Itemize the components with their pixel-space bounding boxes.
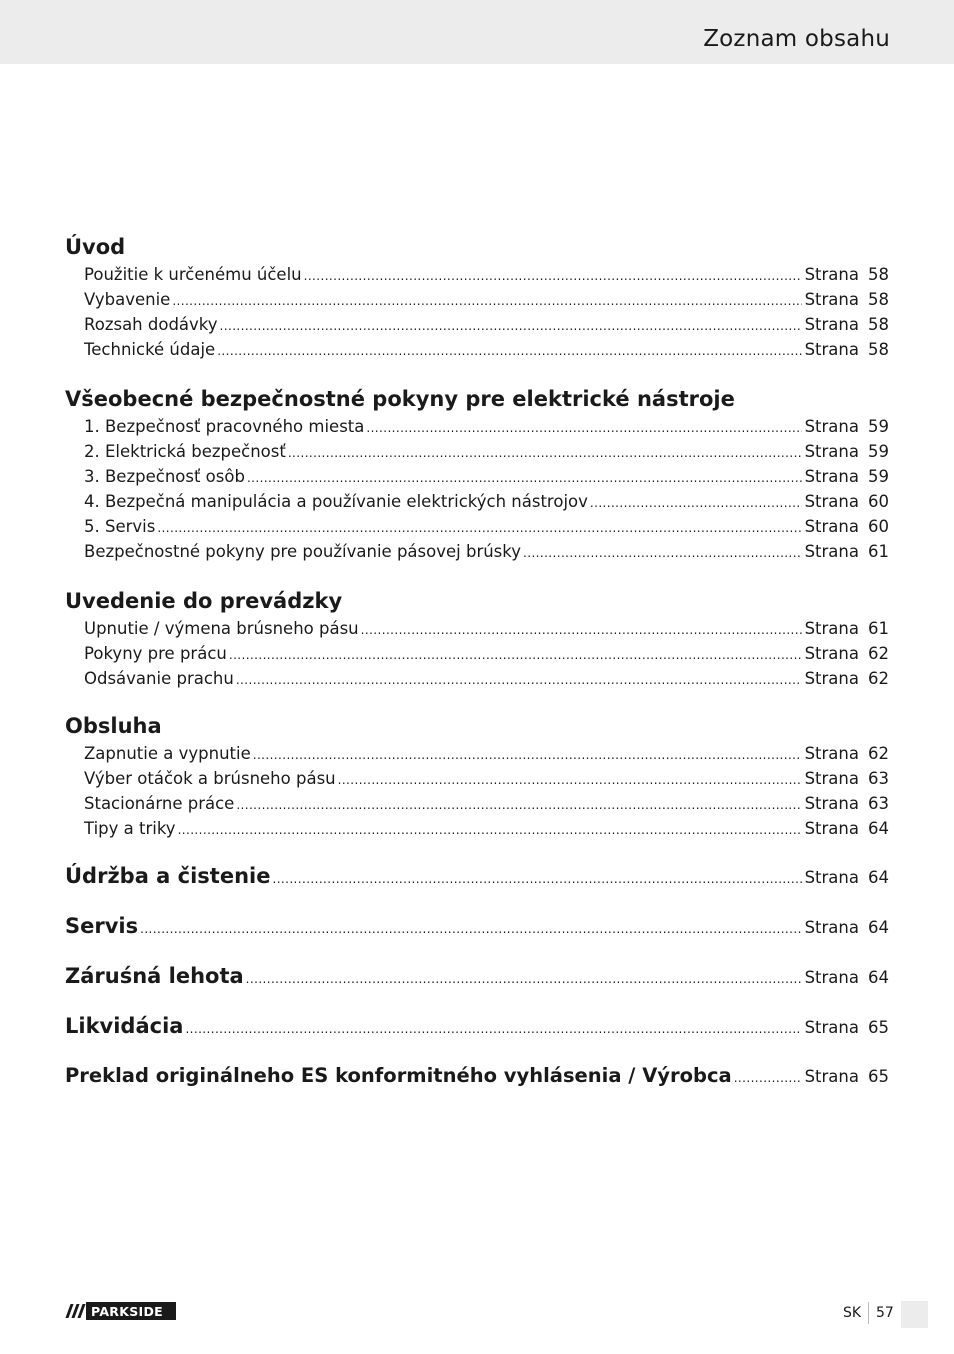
toc-entry-label: Rozsah dodávky: [84, 315, 218, 334]
toc-entry-strana: Strana: [804, 492, 859, 511]
logo-stripes-icon: [64, 1302, 86, 1320]
toc-entry-strana: Strana: [804, 918, 859, 937]
toc-entry[interactable]: [65, 816, 889, 841]
toc-entry-label: Stacionárne práce: [84, 794, 235, 813]
toc-entry-strana: Strana: [804, 265, 859, 284]
footer-divider: [868, 1302, 869, 1324]
leader-dots: [157, 516, 801, 541]
toc-entry-strana: Strana: [804, 517, 859, 536]
leader-dots: [247, 466, 802, 491]
toc-entry-strana: Strana: [804, 669, 859, 688]
toc-entry-strana: Strana: [804, 340, 859, 359]
header-bar: [0, 0, 954, 64]
toc-entry-label: Vybavenie: [84, 290, 171, 309]
toc-entry[interactable]: [65, 766, 889, 791]
leader-dots: [178, 818, 802, 843]
toc-entry-label: Upnutie / výmena brúsneho pásu: [84, 619, 359, 638]
toc-entry[interactable]: [65, 414, 889, 439]
toc-entry-label: Bezpečnostné pokyny pre používanie pásovej brúsky: [84, 542, 522, 561]
toc-entry-strana: Strana: [804, 744, 859, 763]
toc-entry-page: 60: [868, 492, 889, 511]
toc-entry-label: Údržba a čistenie: [65, 864, 271, 888]
toc-entry-strana: Strana: [804, 819, 859, 838]
leader-dots: [246, 964, 802, 994]
toc-entry-strana: Strana: [804, 644, 859, 663]
toc-entry[interactable]: [65, 616, 889, 641]
toc-entry-page: 65: [868, 1018, 889, 1037]
toc-section-title: Úvod: [65, 235, 126, 259]
leader-dots: [140, 914, 801, 944]
toc-section-title: Všeobecné bezpečnostné pokyny pre elektrické nástroje: [65, 387, 735, 411]
toc-entry-label: Technické údaje: [84, 340, 216, 359]
toc-entry-label: 5. Servis: [84, 517, 156, 536]
toc-entry-page: 63: [868, 794, 889, 813]
toc-entry-label: Preklad originálneho ES konformitného vyhlásenia / Výrobca: [65, 1064, 732, 1087]
toc-entry-strana: Strana: [804, 467, 859, 486]
toc-entry-page: 58: [868, 265, 889, 284]
leader-dots: [253, 743, 802, 768]
toc-entry-label: Zapnutie a vypnutie: [84, 744, 251, 763]
toc-section-uvedenie: [65, 586, 889, 691]
toc-entry-page: 58: [868, 340, 889, 359]
toc-entry[interactable]: [65, 641, 889, 666]
leader-dots: [272, 864, 801, 894]
toc-entry-strana: Strana: [804, 542, 859, 561]
leader-dots: [304, 264, 802, 289]
toc-entry-strana: Strana: [804, 968, 859, 987]
toc-entry-strana: Strana: [804, 442, 859, 461]
page-number: 57: [876, 1305, 894, 1321]
toc-entry-label: Pokyny pre prácu: [84, 644, 227, 663]
toc-section-bezpecnost: [65, 384, 889, 564]
toc-entry-page: 58: [868, 290, 889, 309]
toc-entry-page: 62: [868, 744, 889, 763]
toc-entry-strana: Strana: [804, 769, 859, 788]
toc-entry-label: Likvidácia: [65, 1014, 184, 1038]
toc-entry[interactable]: [65, 287, 889, 312]
toc-entry-page: 59: [868, 467, 889, 486]
toc-entry-page: 64: [868, 819, 889, 838]
toc-entry-strana: Strana: [804, 794, 859, 813]
toc-entry[interactable]: [65, 514, 889, 539]
toc-entry-label: Výber otáčok a brúsneho pásu: [84, 769, 336, 788]
toc-heading-entry-zaruka[interactable]: [65, 961, 889, 991]
leader-dots: [172, 289, 801, 314]
toc-entry-page: 63: [868, 769, 889, 788]
toc-entry-page: 64: [868, 868, 889, 887]
toc-entry-page: 60: [868, 517, 889, 536]
leader-dots: [734, 1063, 802, 1093]
toc-entry-strana: Strana: [804, 1067, 859, 1086]
leader-dots: [338, 768, 802, 793]
toc-entry[interactable]: [65, 312, 889, 337]
toc-entry[interactable]: [65, 337, 889, 362]
toc-entry-label: 3. Bezpečnosť osôb: [84, 467, 245, 486]
toc-section-uvod: [65, 232, 889, 362]
leader-dots: [366, 416, 801, 441]
toc-entry-label: Použitie k určenému účelu: [84, 265, 302, 284]
toc-entry-page: 64: [868, 918, 889, 937]
toc-entry-label: 4. Bezpečná manipulácia a používanie elektrických nástrojov: [84, 492, 588, 511]
footer-box: [901, 1301, 928, 1328]
toc-heading-entry-servis[interactable]: [65, 911, 889, 941]
toc-entry-page: 58: [868, 315, 889, 334]
toc-entry-page: 64: [868, 968, 889, 987]
toc-entry[interactable]: [65, 489, 889, 514]
toc-entry-page: 62: [868, 669, 889, 688]
toc-entry-strana: Strana: [804, 868, 859, 887]
toc-entry-label: Záruśná lehota: [65, 964, 244, 988]
page-title: Zoznam obsahu: [703, 26, 890, 52]
brand-name: PARKSIDE: [91, 1303, 163, 1319]
toc-heading-entry-likvidacia[interactable]: [65, 1011, 889, 1041]
leader-dots: [236, 793, 801, 818]
toc-entry[interactable]: [65, 439, 889, 464]
toc-entry-page: 61: [868, 619, 889, 638]
toc-entry-strana: Strana: [804, 1018, 859, 1037]
toc-entry-page: 65: [868, 1067, 889, 1086]
toc-entry-page: 62: [868, 644, 889, 663]
toc-heading-entry-udrzba[interactable]: [65, 861, 889, 891]
toc-entry-strana: Strana: [804, 290, 859, 309]
leader-dots: [361, 618, 802, 643]
toc-entry-label: Odsávanie prachu: [84, 669, 234, 688]
toc-entry-label: 1. Bezpečnosť pracovného miesta: [84, 417, 365, 436]
leader-dots: [185, 1014, 801, 1044]
toc-entry[interactable]: [65, 464, 889, 489]
toc-entry-strana: Strana: [804, 619, 859, 638]
toc-entry[interactable]: [65, 741, 889, 766]
parkside-logo: [64, 1302, 176, 1320]
leader-dots: [236, 668, 802, 693]
leader-dots: [288, 441, 802, 466]
toc-entry-page: 59: [868, 442, 889, 461]
leader-dots: [217, 339, 801, 364]
toc-section-title: Uvedenie do prevádzky: [65, 589, 343, 613]
toc-entry-label: 2. Elektrická bezpečnosť: [84, 442, 286, 461]
leader-dots: [590, 491, 802, 516]
toc-entry-page: 59: [868, 417, 889, 436]
leader-dots: [523, 541, 802, 566]
toc-section-title: Obsluha: [65, 714, 162, 738]
toc-entry-label: Servis: [65, 914, 139, 938]
toc-section-obsluha: [65, 711, 889, 841]
toc-entry[interactable]: [65, 666, 889, 691]
toc-entry[interactable]: [65, 539, 889, 564]
toc-entry[interactable]: [65, 262, 889, 287]
toc-entry-label: Tipy a triky: [84, 819, 176, 838]
toc-entry-strana: Strana: [804, 315, 859, 334]
toc-entry-page: 61: [868, 542, 889, 561]
table-of-contents: [65, 232, 889, 1091]
leader-dots: [229, 643, 802, 668]
toc-entry-strana: Strana: [804, 417, 859, 436]
language-code: SK: [843, 1305, 862, 1321]
toc-heading-entry-preklad[interactable]: [65, 1061, 889, 1091]
leader-dots: [220, 314, 802, 339]
toc-entry[interactable]: [65, 791, 889, 816]
